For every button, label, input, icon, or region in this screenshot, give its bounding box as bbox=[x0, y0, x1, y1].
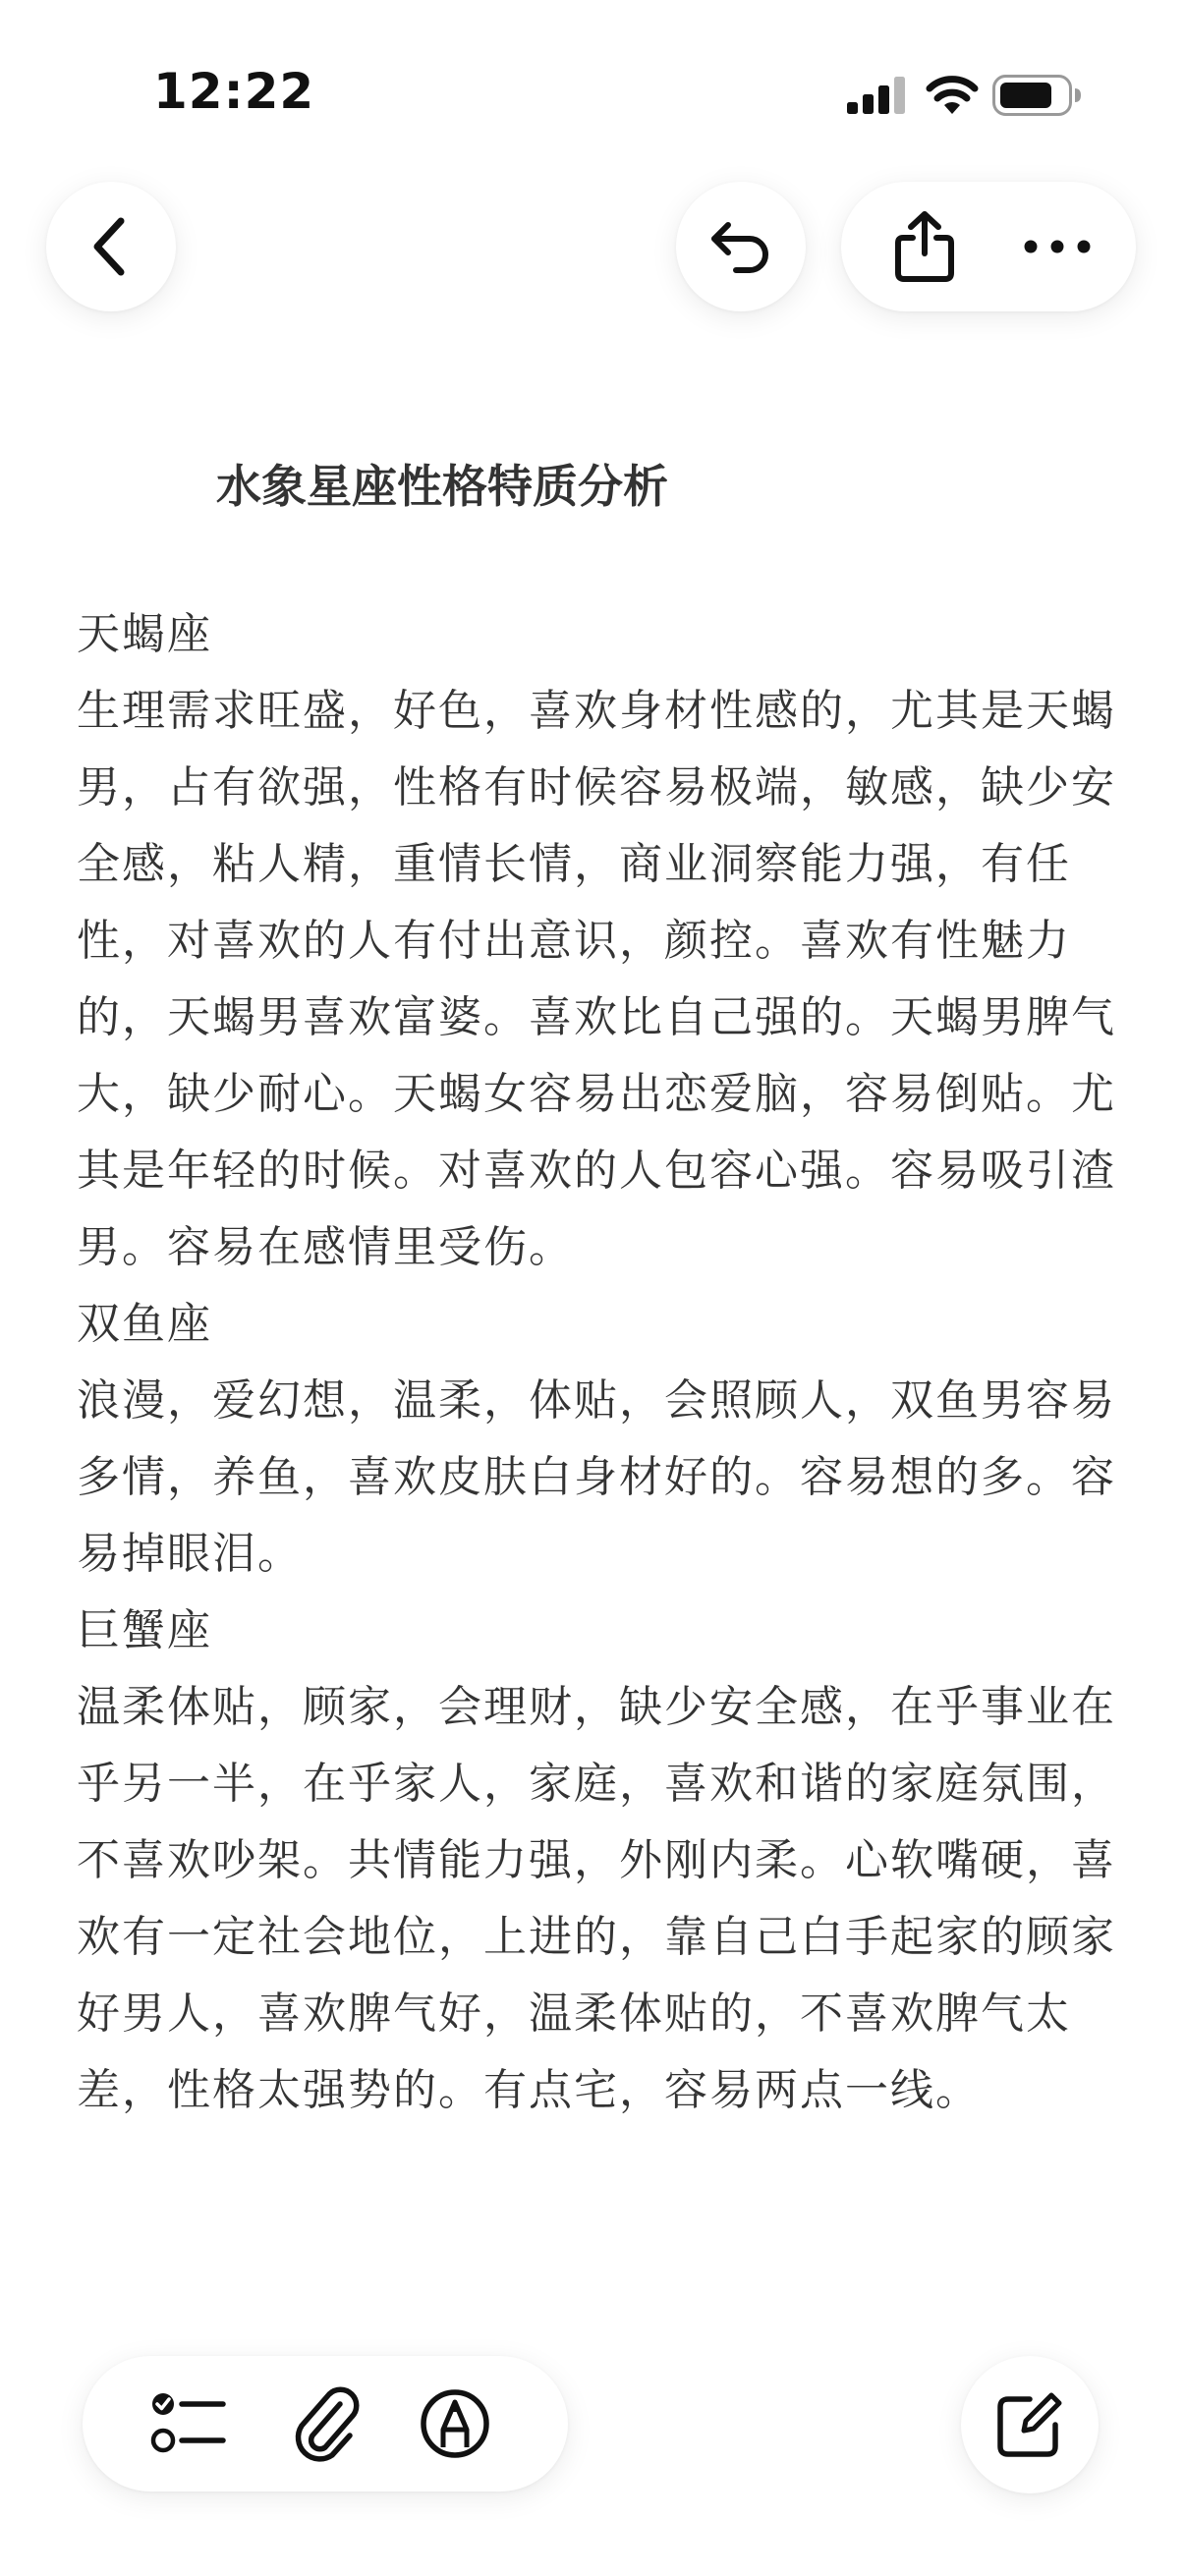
markup-pen-icon bbox=[418, 2386, 492, 2461]
back-button[interactable] bbox=[46, 182, 176, 311]
checklist-icon bbox=[150, 2389, 229, 2458]
share-icon bbox=[893, 210, 956, 283]
compose-button[interactable] bbox=[961, 2356, 1099, 2493]
battery-icon bbox=[992, 75, 1083, 116]
chevron-left-icon bbox=[87, 215, 135, 278]
undo-button[interactable] bbox=[676, 182, 806, 311]
wifi-icon bbox=[926, 75, 979, 114]
note-title: 水象星座性格特质分析 bbox=[216, 460, 668, 513]
attachment-button[interactable] bbox=[263, 2356, 391, 2492]
section-heading-scorpio: 天蝎座 bbox=[77, 609, 212, 659]
status-icons bbox=[847, 71, 1083, 120]
compose-icon bbox=[994, 2389, 1065, 2460]
note-body bbox=[77, 596, 1118, 2129]
markup-button[interactable] bbox=[391, 2356, 519, 2492]
status-bar bbox=[0, 0, 1185, 187]
paperclip-icon bbox=[293, 2384, 362, 2463]
section-heading-pisces: 双鱼座 bbox=[77, 1299, 212, 1349]
section-text-cancer: 温柔体贴，顾家，会理财，缺少安全感，在乎事业在乎另一半，在乎家人，家庭，喜欢和谐的家庭氛围，不喜欢吵架。共情能力强，外刚内柔。心软嘴硬，喜欢有一定社会地位，上进的，靠自己白手起家的顾家好男人，喜欢脾气好，温柔体贴的，不喜欢脾气太差，性格太强势的。有点宅，容易两点一线。 bbox=[77, 1682, 1116, 2115]
cellular-signal-icon bbox=[847, 77, 910, 114]
ellipsis-icon bbox=[1023, 237, 1092, 256]
note-content[interactable] bbox=[77, 447, 1118, 2129]
more-button[interactable] bbox=[993, 182, 1121, 311]
share-more-group bbox=[841, 182, 1136, 311]
section-text-pisces: 浪漫，爱幻想，温柔，体贴，会照顾人，双鱼男容易多情，养鱼，喜欢皮肤白身材好的。容易想的多。容易掉眼泪。 bbox=[77, 1375, 1116, 1579]
bottom-toolbar bbox=[83, 2356, 568, 2492]
status-time: 12:22 bbox=[153, 63, 315, 120]
section-heading-cancer: 巨蟹座 bbox=[77, 1605, 212, 1655]
checklist-button[interactable] bbox=[126, 2356, 254, 2492]
section-text-scorpio: 生理需求旺盛，好色，喜欢身材性感的，尤其是天蝎男，占有欲强，性格有时候容易极端，敏感，缺少安全感，粘人精，重情长情，商业洞察能力强，有任性，对喜欢的人有付出意识，颜控。喜欢有性魅力的，天蝎男喜欢富婆。喜欢比自己强的。天蝎男脾气大，缺少耐心。天蝎女容易出恋爱脑，容易倒贴。尤其是年轻的时候。对喜欢的人包容心强。容易吸引渣男。容易在感情里受伤。 bbox=[77, 686, 1116, 1272]
undo-arrow-icon bbox=[706, 215, 775, 278]
share-button[interactable] bbox=[861, 182, 988, 311]
